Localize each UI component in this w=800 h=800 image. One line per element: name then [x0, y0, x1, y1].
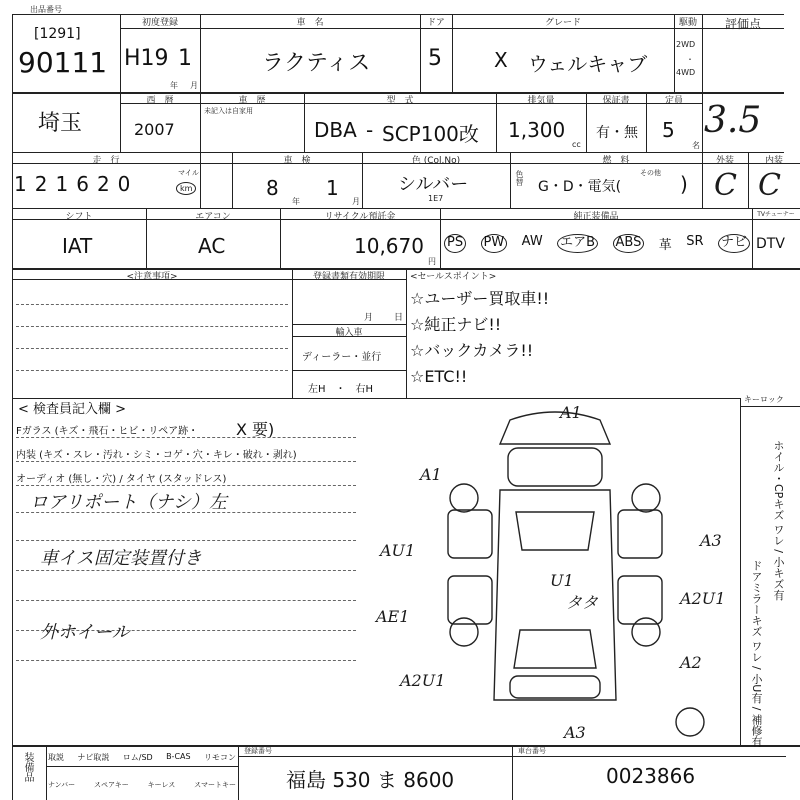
mileage-digit: 0: [117, 172, 131, 196]
interior-label: 内装: [764, 156, 783, 166]
tv: DTV: [756, 236, 785, 252]
car-damage-diagram: [360, 400, 740, 745]
equipment-leather: 革: [658, 238, 672, 253]
year-label: 西 暦: [146, 96, 174, 106]
exterior-label: 外装: [715, 156, 734, 166]
reg-month-label: 月: [364, 313, 374, 323]
year-unit: 年: [170, 81, 178, 90]
sales-point: ☆ETC!!: [410, 367, 468, 386]
score-label: 評価点: [724, 17, 761, 31]
yen-unit: 円: [428, 257, 436, 266]
damage-mark: U1: [550, 571, 574, 590]
damage-mark: AE1: [376, 607, 410, 626]
fuel-label: 燃 料: [602, 156, 630, 166]
recycle-label: リサイクル預託金: [324, 212, 396, 222]
exterior: C: [714, 168, 737, 203]
sales-points: [410, 286, 549, 390]
equipment-airbag: エアB: [557, 234, 598, 253]
color: シルバー: [398, 174, 469, 195]
mileage-unit-km: km: [176, 182, 196, 195]
steering: 左H ・ 右H: [308, 384, 374, 395]
caution-label: <注意事項>: [126, 272, 178, 282]
shift: IAT: [62, 234, 93, 258]
sales-label: <セールスポイント>: [410, 272, 497, 282]
keylock-label: キーロック: [744, 395, 784, 404]
footer-item: スマートキー: [194, 781, 236, 789]
interior: C: [758, 168, 781, 203]
displacement-label: 排気量: [527, 96, 555, 106]
equipment-label: 純正装備品: [573, 212, 619, 222]
inspector-line-audio: オーディオ (無し・穴) / タイヤ (スタッドレス): [16, 474, 227, 485]
inspector-line-interior: 内装 (キズ・スレ・汚れ・シミ・コゲ・穴・キレ・破れ・剥れ): [16, 450, 297, 461]
equipment-navi: ナビ: [718, 234, 750, 253]
first-reg-month: 1: [178, 46, 192, 71]
inspector-handwritten-2: 車イス固定装置付き: [40, 548, 202, 569]
grade-code: X: [494, 48, 508, 72]
damage-mark: A2U1: [680, 589, 726, 608]
drive-4wd: 4WD: [676, 68, 696, 77]
inspector-handwritten-3: 外ホイール: [40, 622, 130, 643]
mileage-label: 走 行: [92, 156, 120, 166]
damage-mark: AU1: [380, 541, 416, 560]
cc-unit: cc: [572, 140, 581, 149]
reg-number-label: 登録番号: [244, 747, 272, 755]
drive-2wd: 2WD: [676, 40, 696, 49]
lot-sub: [1291]: [34, 26, 81, 42]
reg-label: 登録書類有効期限: [312, 272, 385, 282]
tv-label: TVチューナー: [757, 211, 795, 218]
footer-item: B-CAS: [166, 752, 191, 761]
footer-item: 取説: [48, 753, 64, 762]
shaken-year: 8: [266, 176, 279, 200]
color-label: 色 (Col.No): [411, 156, 461, 166]
car-name: ラクティス: [262, 51, 371, 76]
damage-mark: A2U1: [400, 671, 446, 690]
footer-item: ナンバー: [48, 781, 76, 789]
warranty-label: 保証書: [602, 96, 630, 106]
capacity-unit: 名: [692, 141, 700, 150]
mileage-digit: 1: [14, 172, 27, 196]
footer-items-row-1: [48, 752, 236, 763]
equipment-ps: PS: [444, 234, 466, 253]
fuel-other: その他: [640, 169, 661, 177]
month-unit: 月: [190, 81, 198, 90]
shaken-month-unit: 月: [352, 197, 360, 206]
chassis-label: 車台番号: [518, 747, 546, 755]
reg-day-label: 日: [394, 313, 404, 323]
history-note: 未記入は自家用: [204, 107, 253, 115]
inspector-line-glass: Fガラス (キズ・飛石・ヒビ・リペア跡・: [16, 426, 199, 437]
damage-mark: A2: [680, 653, 702, 672]
mileage-digit: 1: [55, 172, 69, 196]
equipment-sr: SR: [686, 234, 704, 249]
sales-point: ☆純正ナビ!!: [410, 315, 502, 334]
damage-mark: A3: [700, 531, 722, 550]
model-label: 型 式: [386, 96, 414, 106]
car-outline: [448, 412, 704, 736]
lot-number: 90111: [18, 46, 108, 79]
mileage-digit: 2: [34, 172, 48, 196]
inspector-line-glass-mark: X 要): [236, 420, 275, 439]
first-reg-era: H19: [124, 46, 169, 71]
grade: ウェルキャブ: [528, 52, 648, 76]
equipment-list: [444, 234, 750, 253]
displacement: 1,300: [508, 118, 566, 142]
reg-number: 福島 530 ま 8600: [286, 768, 455, 792]
footer-items-row-2: [48, 780, 236, 790]
damage-mark: A1: [560, 403, 582, 422]
mirror-note: ドアミラーキズ ワレ / 小U有 / 補修有: [750, 560, 763, 747]
mileage-digit: 6: [76, 172, 89, 196]
lot-label: 出品番号: [30, 5, 62, 14]
capacity-label: 定員: [664, 96, 683, 106]
ac-label: エアコン: [195, 212, 231, 222]
damage-mark: A3: [564, 723, 586, 742]
door-label: ドア: [427, 18, 445, 28]
color-code: 1E7: [428, 194, 444, 203]
damage-mark: タタ: [566, 593, 599, 612]
grade-label: グレード: [544, 18, 581, 28]
fuel: G・D・電気(: [538, 179, 622, 195]
footer-item: スペアキー: [94, 781, 129, 789]
doors: 5: [428, 46, 442, 71]
equipment-abs: ABS: [613, 234, 645, 253]
capacity: 5: [662, 118, 675, 142]
sales-point: ☆バックカメラ!!: [410, 341, 534, 360]
dealer-type: ディーラー・並行: [302, 352, 382, 363]
mileage-digit: 2: [96, 172, 110, 196]
warranty: 有・無: [596, 125, 638, 141]
shift-label: シフト: [65, 212, 93, 222]
damage-mark: A1: [420, 465, 442, 484]
model: SCP100改: [382, 122, 479, 146]
drive-label: 駆動: [678, 18, 697, 28]
import-label: 輸入車: [335, 328, 363, 338]
equipment-pw: PW: [481, 234, 508, 253]
inspector-handwritten-1: ロアリポート（ナシ）左: [30, 492, 227, 513]
footer-item: リモコン: [203, 753, 236, 762]
mileage-digits: [14, 172, 130, 196]
first-reg-label: 初度登録: [141, 18, 178, 28]
equipment-aw: AW: [521, 234, 543, 249]
chassis-number: 0023866: [606, 764, 696, 788]
fuel-close: ): [680, 172, 688, 196]
shaken-year-unit: 年: [292, 197, 300, 206]
inspector-title: < 検査員記入欄 >: [18, 402, 127, 417]
shaken-label: 車 検: [283, 156, 311, 166]
footer-item: キーレス: [147, 781, 176, 789]
car-name-label: 車 名: [296, 18, 324, 28]
sales-point: ☆ユーザー買取車!!: [410, 289, 550, 308]
area: 埼玉: [38, 111, 83, 136]
footer-item: ナビ取説: [77, 753, 110, 762]
footer-item: ロム/SD: [122, 753, 153, 762]
shaken-month: 1: [326, 176, 339, 200]
wheel-note: ホイル・CPキズ ワレ / 小キズ有: [772, 440, 785, 601]
score: 3.5: [704, 100, 762, 141]
recycle: 10,670: [354, 234, 424, 258]
year: 2007: [134, 120, 175, 139]
footer-equip-label: 装備品: [22, 752, 33, 782]
history-label: 車 歴: [238, 96, 266, 106]
color-change: 色替: [515, 170, 524, 186]
mileage-unit-mile: マイル: [178, 169, 199, 177]
ac: AC: [198, 234, 226, 258]
model-prefix: DBA: [314, 118, 357, 142]
